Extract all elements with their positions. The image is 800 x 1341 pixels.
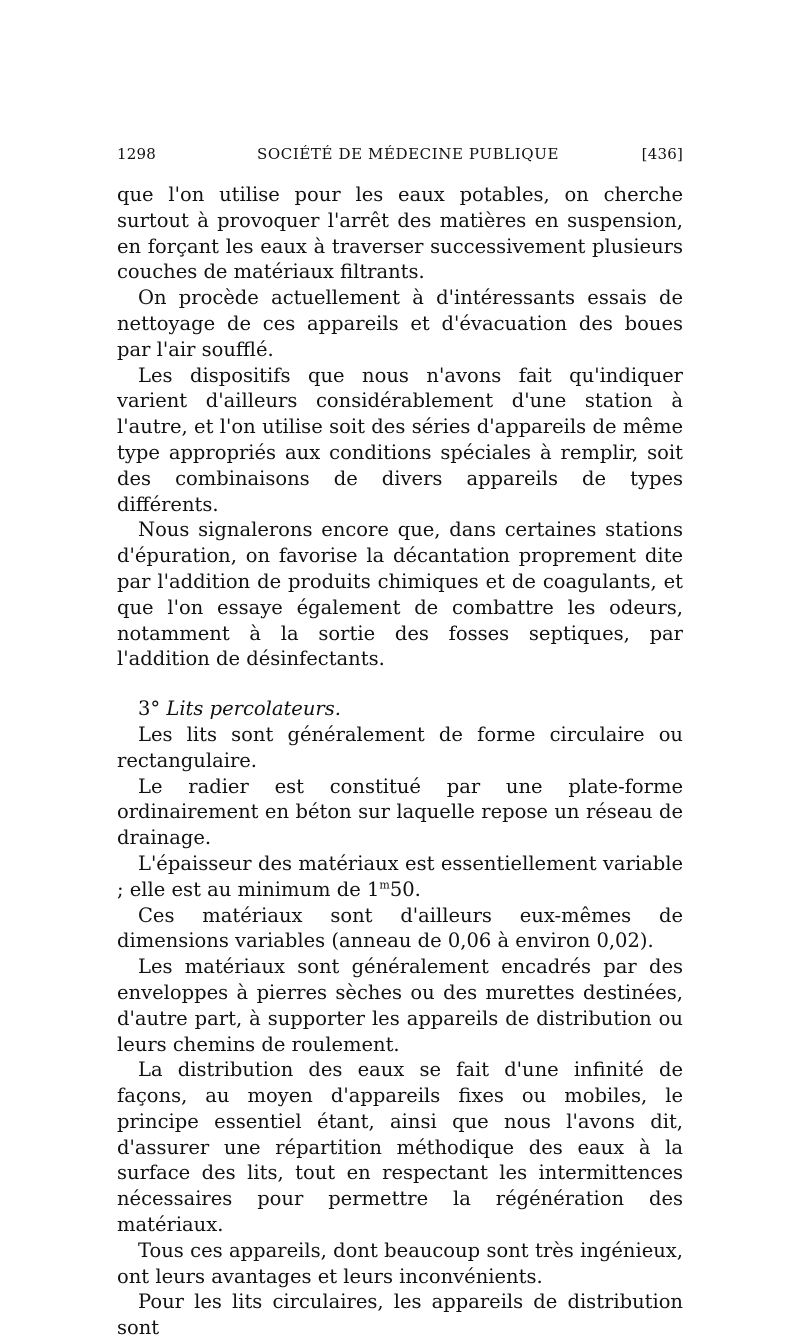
section-heading: [117, 696, 683, 722]
paragraph: Nous signalerons encore que, dans certaines stations d'épuration, on favorise la décantation proprement dite par l'addition de produits chimiques et de coagulants, et que l'on essaye également de combattre les odeurs, notamment à la sortie des fosses septiques, par l'addition de désinfectants.: [117, 518, 683, 671]
paragraph: Ces matériaux sont d'ailleurs eux-mêmes de dimensions variables (anneau de 0,06 à environ 0,02).: [117, 903, 683, 953]
paragraph: Tous ces appareils, dont beaucoup sont très ingénieux, ont leurs avantages et leurs inconvénients.: [117, 1238, 683, 1288]
section-title: Lits percolateurs.: [166, 697, 341, 721]
paragraph: Les lits sont généralement de forme circulaire ou rectangulaire.: [117, 722, 683, 772]
paragraph: Les matériaux sont généralement encadrés par des enveloppes à pierres sèches ou des murettes destinées, d'autre part, à supporter les appareils de distribution ou leurs chemins de roulement.: [117, 955, 683, 1056]
superscript-unit: m: [379, 878, 390, 892]
paragraph: Pour les lits circulaires, les appareils de distribution sont: [117, 1290, 683, 1340]
text-run: 50.: [389, 877, 421, 901]
paragraph: que l'on utilise pour les eaux potables, on cherche surtout à provoquer l'arrêt des matières en suspension, en forçant les eaux à traverser successivement plusieurs couches de matériaux filtrants.: [117, 183, 683, 284]
running-header: [117, 145, 683, 169]
paragraph: Les dispositifs que nous n'avons fait qu'indiquer varient d'ailleurs considérablement d'une station à l'autre, et l'on utilise soit des séries d'appareils de même type appropriés aux conditions spéciales à remplir, soit des combinaisons de divers appareils de types différents.: [117, 363, 683, 516]
paragraph: La distribution des eaux se fait d'une infinité de façons, au moyen d'appareils fixes ou mobiles, le principe essentiel étant, ainsi que nous l'avons dit, d'assurer une répartition méthodique des eaux à la surface des lits, tout en respectant les intermittences nécessaires pour permettre la régénération des matériaux.: [117, 1058, 683, 1237]
page-number: 1298: [117, 145, 156, 163]
text-run: L'épaisseur des matériaux est essentiellement variable ; elle est au minimum de 1: [117, 851, 683, 901]
section-number: 3°: [138, 697, 161, 721]
paragraph: On procède actuellement à d'intéressants essais de nettoyage de ces appareils et d'évacuation des boues par l'air soufflé.: [117, 286, 683, 361]
bracket-reference: [436]: [641, 145, 683, 163]
body-text: [117, 182, 683, 1341]
paragraph-with-superscript: [117, 851, 683, 903]
paragraph: Le radier est constitué par une plate-forme ordinairement en béton sur laquelle repose un réseau de drainage.: [117, 774, 683, 850]
running-title: SOCIÉTÉ DE MÉDECINE PUBLIQUE: [257, 145, 559, 163]
